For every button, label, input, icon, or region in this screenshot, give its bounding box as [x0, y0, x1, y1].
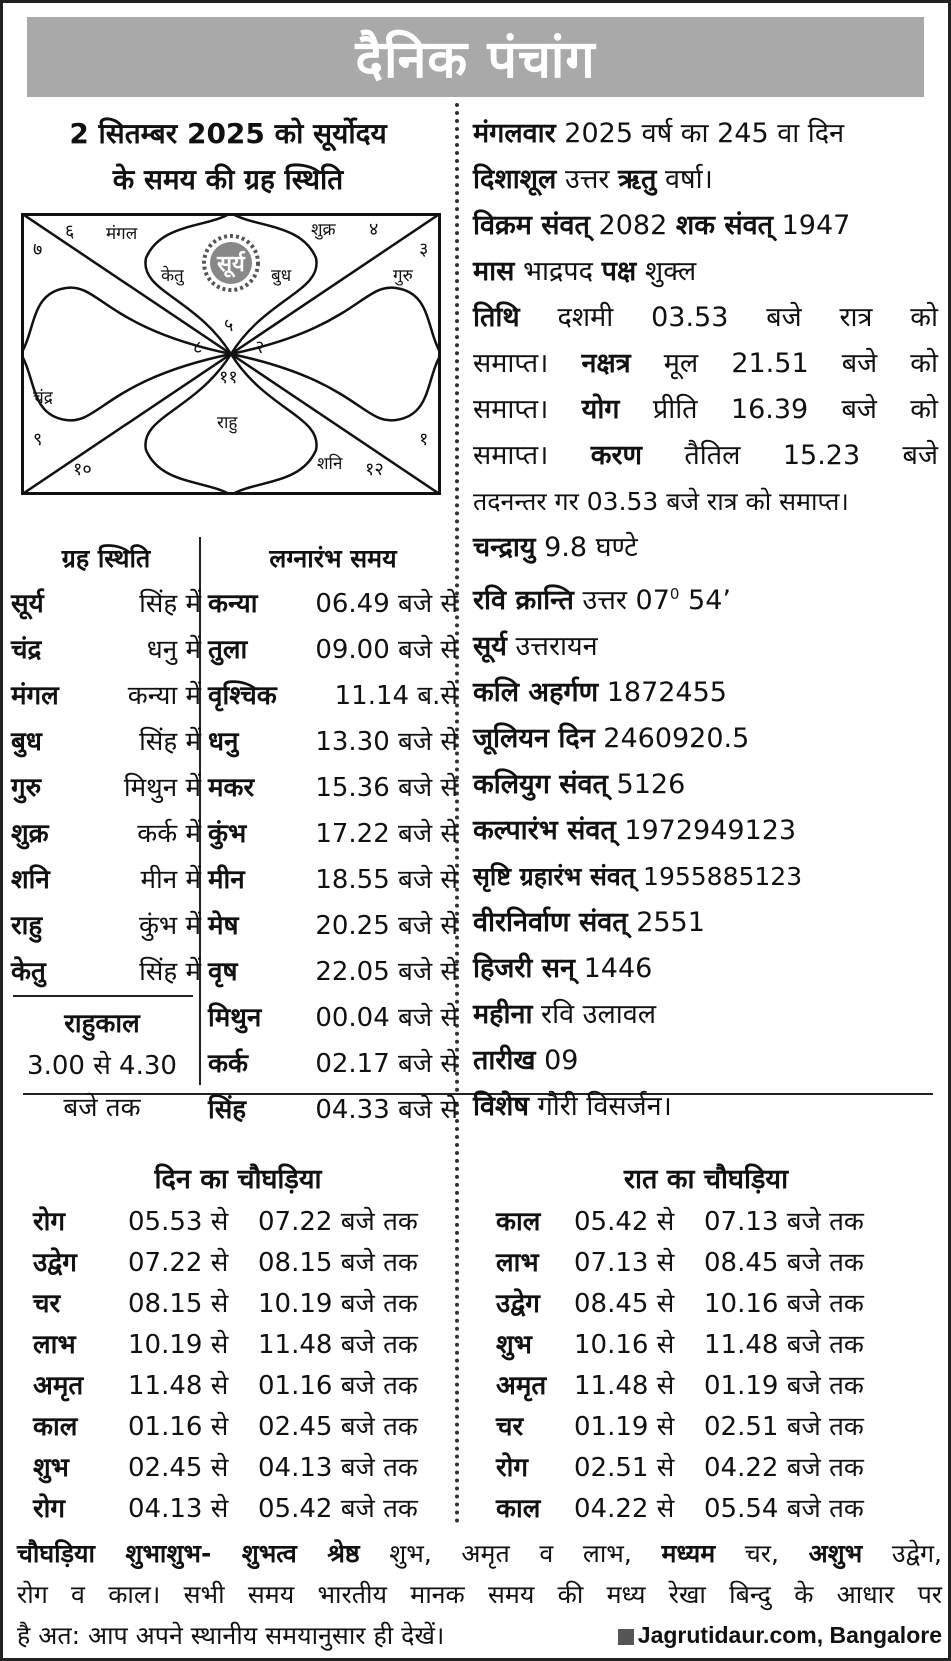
house-number: ९ [33, 429, 43, 450]
choghadiya-name: अमृत [33, 1371, 84, 1401]
info-vishesh: विशेष गौरी विसर्जन। [473, 1091, 672, 1122]
info-hijri: हिजरी सन् 1446 [473, 953, 653, 984]
house-number: ७ [33, 239, 43, 260]
lagna-row [208, 811, 458, 857]
choghadiya-start: 11.48 से [128, 1371, 229, 1401]
house-number: १२ [365, 459, 384, 480]
lagna-time: 11.14 ब.से [334, 681, 458, 711]
choghadiya-name: उद्वेग [496, 1289, 540, 1319]
lagna-time: 09.00 बजे से [315, 635, 458, 665]
footer-line1: चौघड़िया शुभाशुभ- शुभत्व श्रेष्ठ शुभ, अमृत व लाभ, मध्यम चर, अशुभ उद्वेग, [17, 1539, 942, 1568]
footer-line3: है अत: आप अपने स्थानीय समयानुसार ही देखें। Jagrutidaur.com, Bangalore [17, 1615, 942, 1656]
choghadiya-name: उद्वेग [33, 1248, 77, 1278]
choghadiya-row [33, 1448, 443, 1489]
planet-rashi: धनु में [146, 635, 201, 665]
choghadiya-start: 01.19 से [574, 1412, 675, 1442]
choghadiya-row [496, 1202, 916, 1243]
lagna-time: 02.17 बजे से [315, 1049, 458, 1079]
choghadiya-end: 01.19 बजे तक [704, 1371, 864, 1401]
choghadiya-start: 10.16 से [574, 1330, 675, 1360]
rahukaal-line2: बजे तक [63, 1093, 141, 1123]
house-number: ६ [65, 221, 75, 242]
day-choghadiya [33, 1158, 443, 1530]
planet-name: राहु [11, 911, 43, 941]
lagna-time: 06.49 बजे से [315, 589, 458, 619]
choghadiya-start: 08.45 से [574, 1289, 675, 1319]
info-maas: मास भाद्रपद पक्ष शुक्ल [473, 256, 697, 287]
chart-heading [13, 111, 443, 203]
info-ravi-kranti: रवि क्रान्ति उत्तर $07^0$ 54’ [473, 585, 731, 616]
info-kali-ahargan: कलि अहर्गण 1872455 [473, 677, 727, 708]
info-dishashool: दिशाशूल उत्तर ऋतु वर्षा। [473, 164, 713, 195]
lagna-row [208, 995, 458, 1041]
lagna-row [208, 673, 458, 719]
choghadiya-name: रोग [33, 1207, 66, 1237]
choghadiya-name: लाभ [496, 1248, 539, 1278]
planet-name: केतु [11, 957, 46, 987]
lagna-rashi: कुंभ [208, 819, 247, 849]
guru-label: गुरु [393, 266, 413, 286]
choghadiya-row [496, 1366, 916, 1407]
lagna-time: 22.05 बजे से [315, 957, 458, 987]
choghadiya-end: 02.51 बजे तक [704, 1412, 864, 1442]
lagna-row [208, 857, 458, 903]
info-yog: समाप्त। योग प्रीति 16.39 बजे को [473, 394, 938, 425]
choghadiya-start: 07.22 से [128, 1248, 229, 1278]
choghadiya-end: 11.48 बजे तक [258, 1330, 418, 1360]
sun-emblem [204, 236, 258, 290]
lagna-time: 18.55 बजे से [315, 865, 458, 895]
choghadiya-start: 07.13 से [574, 1248, 675, 1278]
choghadiya-row [33, 1366, 443, 1407]
house-number: ५ [224, 315, 234, 336]
lagnarambh-table [208, 537, 458, 1133]
lagna-rashi: तुला [208, 635, 248, 665]
choghadiya-row [33, 1243, 443, 1284]
graha-row [11, 673, 201, 719]
choghadiya-name: शुभ [33, 1453, 69, 1483]
lagna-rashi: मिथुन [208, 1003, 262, 1033]
rahukaal-time [11, 1045, 193, 1129]
lagna-rashi: कन्या [208, 589, 258, 619]
sun-label: सूर्य [217, 252, 245, 277]
shukra-label: शुक्र [311, 220, 336, 240]
choghadiya-start: 04.22 से [574, 1494, 675, 1524]
choghadiya-row [33, 1407, 443, 1448]
chart-heading-line1: 2 सितम्बर 2025 को सूर्योदय [69, 117, 387, 150]
house-number: ११ [219, 367, 238, 388]
lagna-rashi: मीन [208, 865, 245, 895]
panchang-info [473, 111, 938, 1130]
planet-rashi: सिंह में [139, 957, 201, 987]
choghadiya-end: 05.54 बजे तक [704, 1494, 864, 1524]
graha-row [11, 719, 201, 765]
choghadiya-start: 10.19 से [128, 1330, 229, 1360]
info-chandrayu: चन्द्रायु 9.8 घण्टे [473, 532, 638, 563]
choghadiya-end: 05.42 बजे तक [258, 1494, 418, 1524]
choghadiya-name: काल [496, 1207, 541, 1237]
house-number: २ [255, 337, 265, 358]
info-kalparambh-samvat: कल्पारंभ संवत् 1972949123 [473, 815, 797, 846]
choghadiya-end: 04.22 बजे तक [704, 1453, 864, 1483]
rahukaal-box [11, 1003, 193, 1129]
info-tarikh: तारीख 09 [473, 1045, 579, 1076]
choghadiya-name: शुभ [496, 1330, 532, 1360]
rahukaal-line1: 3.00 से 4.30 [27, 1051, 177, 1081]
graha-row [11, 765, 201, 811]
choghadiya-name: चर [496, 1412, 524, 1442]
planet-rashi: मिथुन में [123, 773, 201, 803]
lagna-time: 00.04 बजे से [315, 1003, 458, 1033]
rahu-label: राहु [217, 413, 238, 433]
planet-rashi: कर्क में [137, 819, 201, 849]
chart-heading-line2: के समय की ग्रह स्थिति [112, 163, 344, 196]
lagna-time: 15.36 बजे से [315, 773, 458, 803]
lagna-rashi: वृश्चिक [208, 681, 277, 711]
choghadiya-row [496, 1448, 916, 1489]
choghadiya-end: 11.48 बजे तक [704, 1330, 864, 1360]
graha-sthiti-table [11, 537, 201, 995]
choghadiya-name: चर [33, 1289, 61, 1319]
lagna-row [208, 719, 458, 765]
choghadiya-end: 10.19 बजे तक [258, 1289, 418, 1319]
choghadiya-end: 02.45 बजे तक [258, 1412, 418, 1442]
lagna-row [208, 765, 458, 811]
planet-name: गुरु [11, 773, 42, 803]
house-number: १० [73, 459, 92, 480]
info-veernirvan-samvat: वीरनिर्वाण संवत् 2551 [473, 907, 705, 938]
lagna-time: 13.30 बजे से [315, 727, 458, 757]
choghadiya-row [33, 1284, 443, 1325]
lagna-rashi: धनु [208, 727, 239, 757]
graha-row [11, 627, 201, 673]
graha-heading: ग्रह स्थिति [61, 544, 151, 573]
house-number: ३ [419, 239, 429, 260]
choghadiya-row [496, 1325, 916, 1366]
choghadiya-start: 01.16 से [128, 1412, 229, 1442]
graha-row [11, 581, 201, 627]
night-choghadiya [496, 1158, 916, 1530]
info-karan: समाप्त। करण तैतिल 15.23 बजे [473, 440, 938, 471]
choghadiya-start: 05.53 से [128, 1207, 229, 1237]
lagna-time: 20.25 बजे से [315, 911, 458, 941]
choghadiya-name: लाभ [33, 1330, 76, 1360]
footer-line2: रोग व काल। सभी समय भारतीय मानक समय की मध्य रेखा बिन्दु के आधार पर [17, 1580, 942, 1609]
planet-rashi: मीन में [140, 865, 201, 895]
choghadiya-end: 08.15 बजे तक [258, 1248, 418, 1278]
choghadiya-start: 11.48 से [574, 1371, 675, 1401]
info-julian-day: जूलियन दिन 2460920.5 [473, 723, 750, 754]
info-surya: सूर्य उत्तरायन [473, 631, 598, 662]
choghadiya-start: 04.13 से [128, 1494, 229, 1524]
choghadiya-end: 07.22 बजे तक [258, 1207, 418, 1237]
graha-row [11, 903, 201, 949]
lagna-time: 17.22 बजे से [315, 819, 458, 849]
info-kaliyug-samvat: कलियुग संवत् 5126 [473, 769, 686, 800]
chandra-label: चंद्र [33, 388, 53, 408]
lagna-row [208, 1041, 458, 1087]
planet-name: शुक्र [11, 819, 49, 849]
graha-row [11, 949, 201, 995]
info-samvat: विक्रम संवत् 2082 शक संवत् 1947 [473, 210, 851, 241]
choghadiya-row [33, 1325, 443, 1366]
lagna-rashi: मकर [208, 773, 255, 803]
info-karan-cont: तदनन्तर गर 03.53 बजे रात्र को समाप्त। [473, 487, 849, 516]
credit: Jagrutidaur.com, Bangalore [618, 1615, 942, 1656]
planet-rashi: सिंह में [139, 727, 201, 757]
house-number: १ [419, 429, 429, 450]
footer-note [17, 1533, 942, 1656]
choghadiya-name: रोग [33, 1494, 66, 1524]
mangal-label: मंगल [106, 224, 138, 244]
choghadiya-row [496, 1407, 916, 1448]
house-number: ४ [369, 219, 379, 240]
title-bar [27, 17, 924, 97]
choghadiya-name: अमृत [496, 1371, 547, 1401]
square-bullet-icon [618, 1629, 634, 1645]
house-number: ८ [193, 337, 203, 358]
ketu-label: केतु [161, 266, 184, 286]
lagna-row [208, 581, 458, 627]
shani-label: शनि [317, 454, 343, 474]
choghadiya-row [496, 1489, 916, 1530]
choghadiya-end: 01.16 बजे तक [258, 1371, 418, 1401]
rahukaal-divider [13, 995, 193, 997]
lagna-row [208, 949, 458, 995]
lagna-row [208, 627, 458, 673]
planet-name: बुध [11, 727, 42, 757]
planet-name: शनि [11, 865, 50, 895]
day-choghadiya-heading: दिन का चौघड़िया [154, 1164, 322, 1195]
page-title: दैनिक पंचांग [355, 29, 596, 90]
choghadiya-row [33, 1202, 443, 1243]
graha-row [11, 857, 201, 903]
planet-name: सूर्य [11, 589, 44, 619]
choghadiya-end: 10.16 बजे तक [704, 1289, 864, 1319]
choghadiya-start: 08.15 से [128, 1289, 229, 1319]
info-srishti-samvat: सृष्टि ग्रहारंभ संवत् 1955885123 [473, 862, 803, 891]
choghadiya-row [496, 1243, 916, 1284]
lagna-row [208, 1087, 458, 1133]
choghadiya-end: 07.13 बजे तक [704, 1207, 864, 1237]
kundli-chart [21, 213, 441, 495]
info-mahina: महीना रवि उलावल [473, 999, 657, 1030]
lagna-time: 04.33 बजे से [315, 1095, 458, 1125]
choghadiya-end: 08.45 बजे तक [704, 1248, 864, 1278]
choghadiya-divider [455, 1103, 459, 1523]
choghadiya-name: काल [496, 1494, 541, 1524]
night-choghadiya-heading: रात का चौघड़िया [623, 1164, 789, 1195]
choghadiya-start: 02.51 से [574, 1453, 675, 1483]
planet-rashi: कन्या में [127, 681, 201, 711]
lagna-rashi: मेष [208, 911, 239, 941]
info-tithi: तिथि दशमी 03.53 बजे रात्र को [473, 302, 938, 333]
budh-label: बुध [271, 266, 292, 286]
info-weekday: मंगलवार 2025 वर्ष का 245 वा दिन [473, 118, 845, 149]
choghadiya-row [496, 1284, 916, 1325]
lagna-rashi: सिंह [208, 1095, 247, 1125]
graha-row [11, 811, 201, 857]
lagna-rashi: कर्क [208, 1049, 248, 1079]
choghadiya-start: 05.42 से [574, 1207, 675, 1237]
choghadiya-start: 02.45 से [128, 1453, 229, 1483]
planet-rashi: सिंह में [139, 589, 201, 619]
lagna-heading: लग्नारंभ समय [269, 544, 397, 573]
planet-name: मंगल [11, 681, 59, 711]
choghadiya-name: काल [33, 1412, 78, 1442]
planet-name: चंद्र [11, 635, 42, 665]
choghadiya-row [33, 1489, 443, 1530]
choghadiya-end: 04.13 बजे तक [258, 1453, 418, 1483]
lagna-row [208, 903, 458, 949]
lagna-rashi: वृष [208, 957, 238, 987]
rahukaal-title: राहुकाल [64, 1009, 140, 1039]
planet-rashi: कुंभ में [138, 911, 201, 941]
choghadiya-name: रोग [496, 1453, 529, 1483]
info-nakshatra: समाप्त। नक्षत्र मूल 21.51 बजे को [473, 348, 938, 379]
